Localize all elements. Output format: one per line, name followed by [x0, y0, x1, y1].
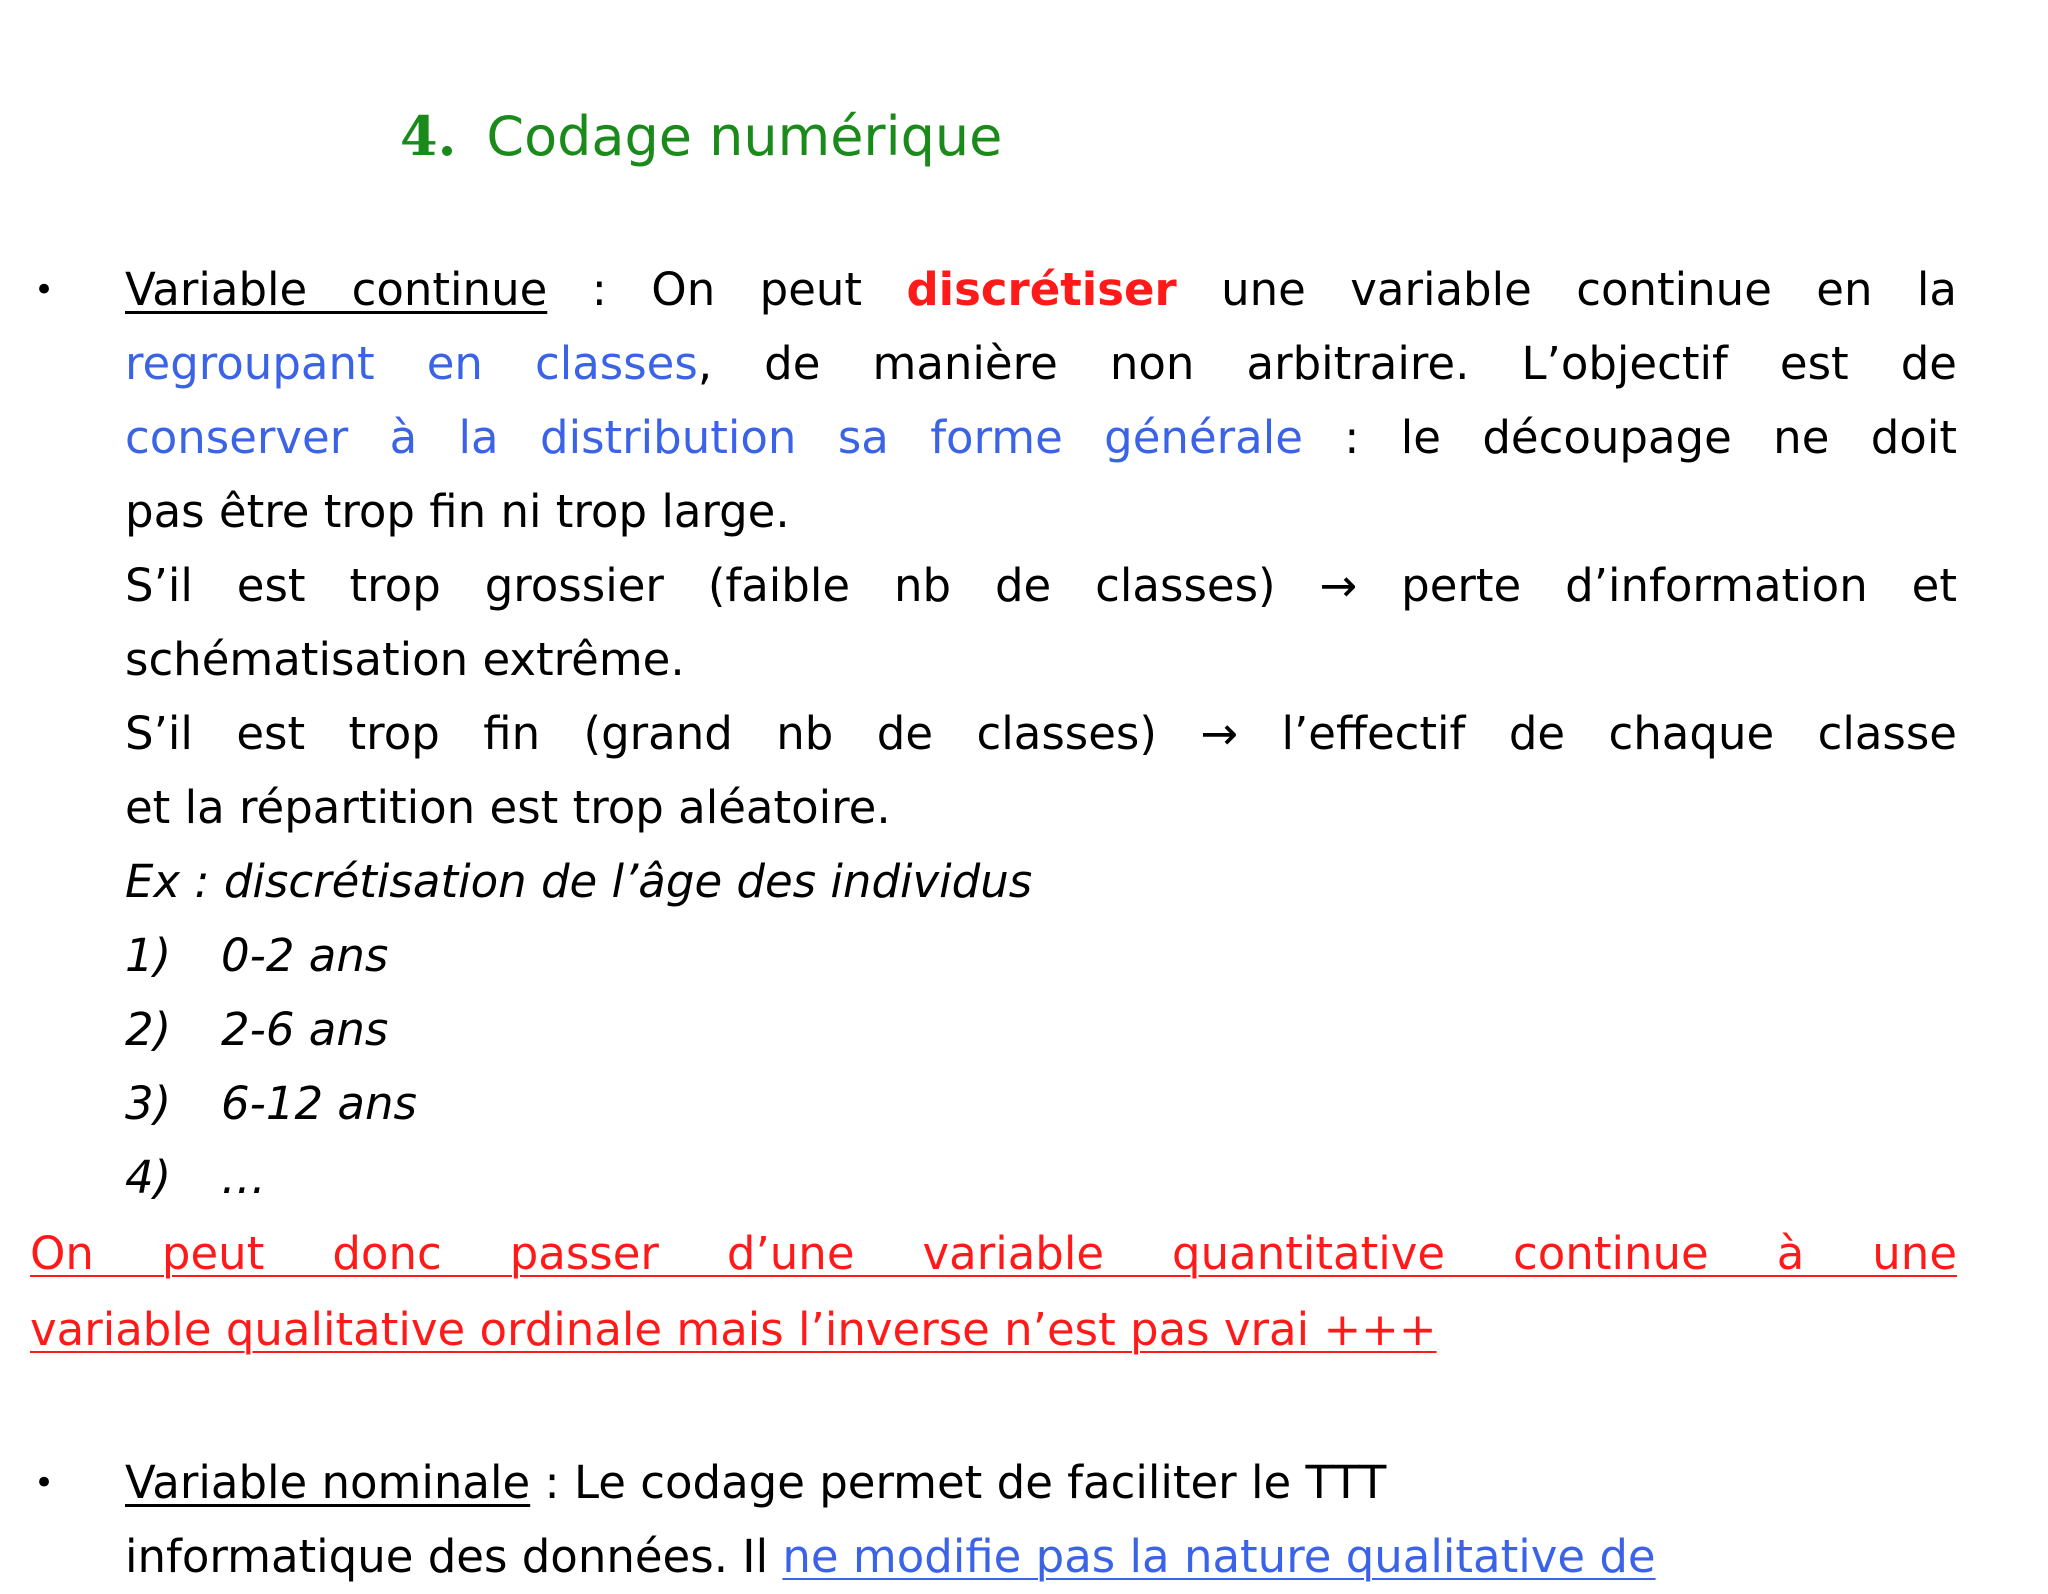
paragraph-line: Variable nominale : Le codage permet de faciliter le TTT	[125, 1456, 1387, 1509]
conclusion-line: On peut donc passer d’une variable quantitative continue à une	[30, 1227, 1957, 1280]
paragraph-line: conserver à la distribution sa forme générale : le découpage ne doit	[125, 411, 1957, 464]
list-item: 2) 2-6 ans	[125, 1003, 389, 1056]
term-variable-continue: Variable continue	[125, 263, 548, 316]
continuous-variable-block	[125, 253, 1957, 1215]
highlight-conserver: conserver à la distribution sa forme générale	[125, 411, 1303, 464]
highlight-nature-qualitative: ne modifie pas la nature qualitative de	[782, 1530, 1656, 1583]
list-item: 1) 0-2 ans	[125, 929, 389, 982]
paragraph-line: Variable continue : On peut discrétiser une variable continue en la	[125, 263, 1957, 316]
bullet-icon: •	[34, 1463, 55, 1503]
section-heading	[400, 104, 1002, 169]
highlight-discretiser: discrétiser	[906, 263, 1177, 316]
heading-title: Codage numérique	[486, 105, 1003, 168]
paragraph-line: pas être trop fin ni trop large.	[125, 485, 790, 538]
bullet-icon: •	[34, 270, 55, 310]
paragraph-line: regroupant en classes, de manière non arbitraire. L’objectif est de	[125, 337, 1957, 390]
list-item: 4) …	[125, 1151, 266, 1204]
paragraph-line: informatique des données. Il ne modifie pas la nature qualitative de	[125, 1530, 1656, 1583]
heading-number: 4.	[400, 104, 457, 168]
term-variable-nominale: Variable nominale	[125, 1456, 531, 1509]
example-line: Ex : discrétisation de l’âge des individus	[125, 855, 1033, 908]
conclusion-note	[30, 1216, 1957, 1368]
paragraph-line: schématisation extrême.	[125, 633, 685, 686]
nominal-variable-block	[125, 1446, 1957, 1594]
list-item: 3) 6-12 ans	[125, 1077, 417, 1130]
paragraph-line: S’il est trop grossier (faible nb de classes) → perte d’information et	[125, 559, 1957, 612]
conclusion-line: variable qualitative ordinale mais l’inverse n’est pas vrai +++	[30, 1303, 1437, 1356]
highlight-regroupant: regroupant en classes	[125, 337, 698, 390]
paragraph-line: S’il est trop fin (grand nb de classes) → l’effectif de chaque classe	[125, 707, 1957, 760]
paragraph-line: et la répartition est trop aléatoire.	[125, 781, 891, 834]
